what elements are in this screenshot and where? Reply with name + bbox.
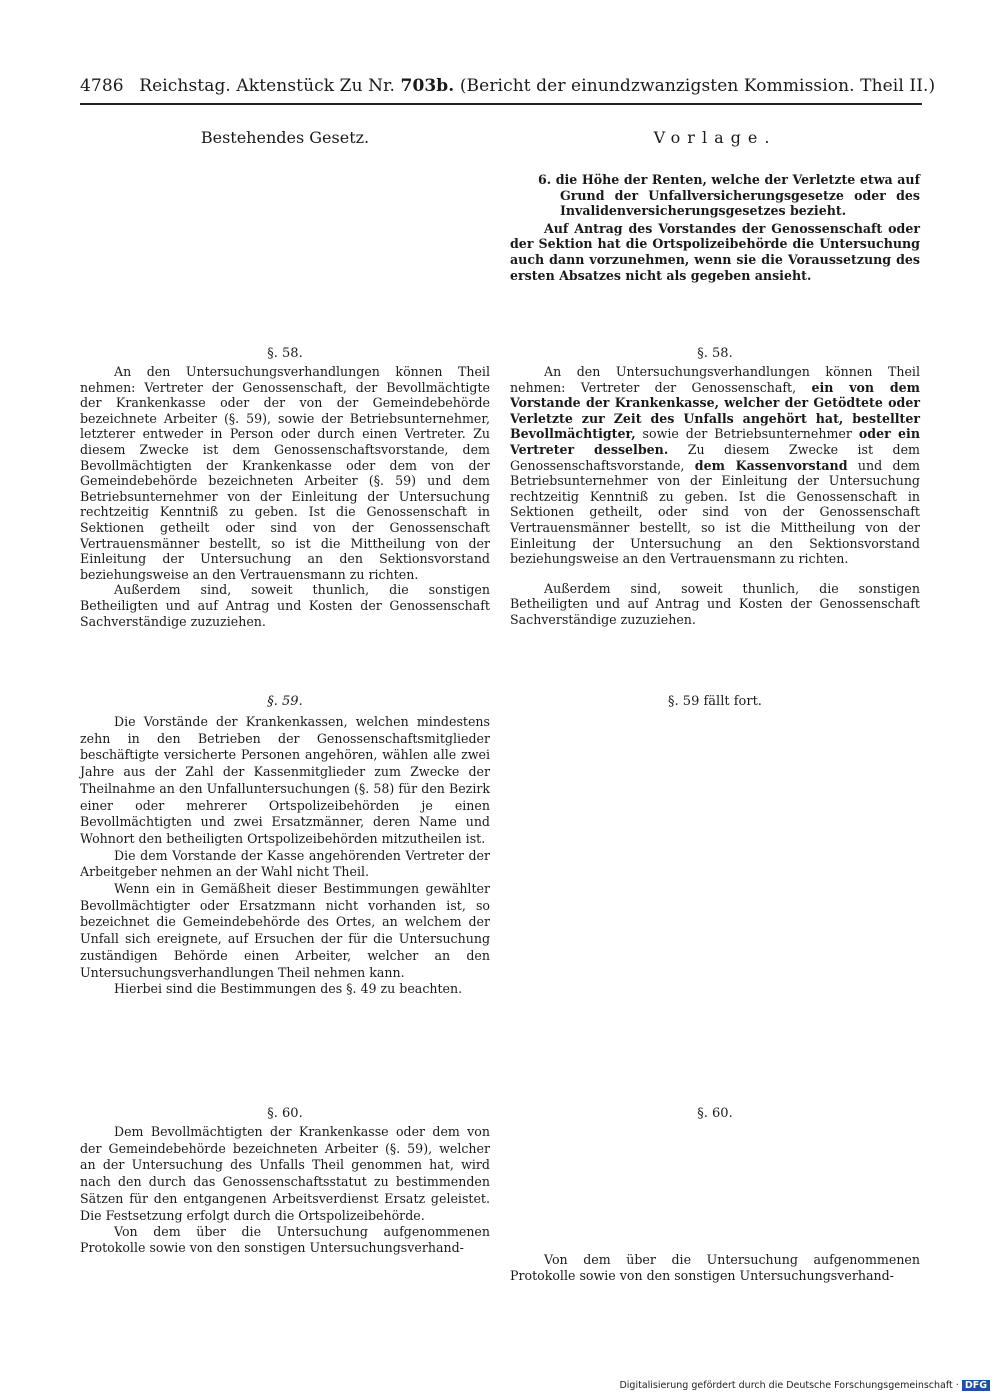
digitization-credit	[619, 1380, 990, 1391]
section-59-left	[80, 714, 490, 998]
s58r-f: dem Kassenvorstand	[694, 457, 848, 473]
s59-left-para2: Die dem Vorstande der Kasse angehörenden Vertreter der Arbeitgeber nehmen an der Wahl nicht Theil.	[80, 847, 490, 880]
section-59-right: §. 59 fällt fort.	[668, 694, 762, 709]
s58r-b: ein von dem Vorstande der Krankenkasse, welcher der Getödtete oder Verletzte zur Zeit des Unfalls angehört hat, bestellter Bevollmächtigter,	[510, 379, 920, 442]
header-text: Reichstag. Aktenstück Zu Nr.	[139, 76, 395, 96]
right-column-title: Vorlage.	[653, 128, 777, 147]
section-58-heading-left: §. 58.	[267, 346, 303, 361]
s60-left-para2: Von dem über die Untersuchung aufgenommenen Protokolle sowie von den sonstigen Untersuchungsverhand-	[80, 1224, 490, 1255]
footer-text: Digitalisierung gefördert durch die Deutsche Forschungsgemeinschaft ·	[619, 1380, 959, 1391]
page-header	[80, 76, 936, 96]
section-60-right	[510, 1252, 920, 1283]
s59-left-para4: Hierbei sind die Bestimmungen des §. 49 zu beachten.	[114, 981, 463, 997]
s58-left-para2: Außerdem sind, soweit thunlich, die sonstigen Betheiligten und auf Antrag und Kosten der Genossenschaft Sachverständige zuzuziehen.	[80, 582, 490, 629]
section-58-left	[80, 364, 490, 629]
s58-left-para1: An den Untersuchungsverhandlungen können Theil nehmen: Vertreter der Genossenschaft, der Bevollmächtigte der Krankenkasse oder der von der Gemeindebehörde bezeichnete Arbeiter (§. 59), sowie der Betriebsunternehmer, letzterer entweder in Person oder durch einen Vertreter. Zu diesem Zwecke ist dem Genossenschaftsvorstande, dem Bevollmächtigten der Krankenkasse oder dem von der Gemeindebehörde bezeichneten Arbeiter (§. 59) und dem Betriebsunternehmer von der Einleitung der Untersuchung rechtzeitig Kenntniß zu geben. Ist die Genossenschaft in Sektionen getheilt oder sind von der Genossenschaft Vertrauensmänner bestellt, so ist die Mittheilung von der Einleitung der Untersuchung an den Sektionsvorstand beziehungsweise an den Vertrauensmann zu richten.	[80, 364, 490, 582]
section-58-right	[510, 364, 920, 628]
section-60-heading-right: §. 60.	[697, 1106, 733, 1121]
s59-left-para1: Die Vorstände der Krankenkassen, welchen mindestens zehn in den Betrieben der Genossenschaftsmitglieder beschäftigte versicherte Personen angehören, wählen alle zwei Jahre aus der Zahl der Kassenmitglieder zum Zwecke der Theilnahme an den Unfalluntersuchungen (§. 58) für den Bezirk einer oder mehrerer Ortspolizeibehörden je einen Bevollmächtigten und zwei Ersatzmänner, deren Name und Wohnort den betheiligten Ortspolizeibehörden mitzutheilen ist.	[80, 714, 490, 846]
s58r-e: Zu diesem Zwecke ist dem Genossenschaftsvorstande,	[510, 441, 921, 473]
section-60-left	[80, 1124, 490, 1255]
s58r-d: oder ein Vertreter desselben.	[510, 426, 920, 457]
right-intro	[510, 172, 920, 283]
s60-left-para1: Dem Bevollmächtigten der Krankenkasse oder dem von der Gemeindebehörde bezeichneten Arbeiter (§. 59), welcher an der Untersuchung des Unfalls Theil genommen hat, wird nach den durch das Genossenschaftsstatut zu bestimmenden Sätzen für den entgangenen Arbeitsverdienst Ersatz geleistet. Die Festsetzung erfolgt durch die Ortspolizeibehörde.	[80, 1124, 490, 1223]
left-column-title: Bestehendes Gesetz.	[200, 128, 370, 147]
intro-paragraph: Auf Antrag des Vorstandes der Genossenschaft oder der Sektion hat die Ortspolizeibehörde die Untersuchung auch dann vorzunehmen, wenn sie die Voraussetzung des ersten Absatzes nicht als gegeben ansieht.	[510, 220, 920, 283]
page-number: 4786	[80, 76, 124, 96]
s59-left-para3: Wenn ein in Gemäßheit dieser Bestimmungen gewählter Bevollmächtigter oder Ersatzmann nicht vorhanden ist, so bezeichnet die Gemeindebehörde des Ortes, an welchem der Unfall sich ereignete, auf Ersuchen der für die Untersuchung zuständigen Behörde einen Arbeiter, welcher an den Untersuchungsverhandlungen Theil nehmen kann.	[80, 881, 490, 980]
item-6: 6. die Höhe der Renten, welche der Verletzte etwa auf Grund der Unfallversicherungsgesetze oder des Invalidenversicherungsgesetzes bezieht.	[538, 172, 920, 219]
s58r-c: sowie der Betriebsunternehmer	[642, 426, 852, 442]
section-59-heading-left: §. 59.	[267, 694, 303, 709]
s60-right-para: Von dem über die Untersuchung aufgenommenen Protokolle sowie von den sonstigen Untersuchungsverhand-	[510, 1252, 920, 1283]
section-60-heading-left: §. 60.	[267, 1106, 303, 1121]
s58r-g: und dem Betriebsunternehmer von der Einleitung der Untersuchung rechtzeitig Kenntniß zu geben. Ist die Genossenschaft in Sektionen getheilt, oder sind von der Genossenschaft Vertrauensmänner bestellt, so ist die Mittheilung von der Einleitung der Untersuchung an den Sektionsvorstand beziehungsweise an den Vertrauensmann zu richten.	[510, 457, 920, 567]
section-58-heading-right: §. 58.	[697, 346, 733, 361]
header-commission: (Bericht der einundzwanzigsten Kommission. Theil II.)	[459, 76, 936, 96]
s58-right-para1	[510, 364, 920, 567]
s58-right-para2: Außerdem sind, soweit thunlich, die sonstigen Betheiligten und auf Antrag und Kosten der Genossenschaft Sachverständige zuzuziehen.	[510, 580, 920, 627]
s58r-a: An den Untersuchungsverhandlungen können Theil nehmen: Vertreter der Genossenschaft,	[510, 364, 920, 395]
act-number: 703b.	[400, 76, 455, 96]
header-rule	[80, 103, 922, 105]
dfg-logo: DFG	[962, 1380, 990, 1391]
